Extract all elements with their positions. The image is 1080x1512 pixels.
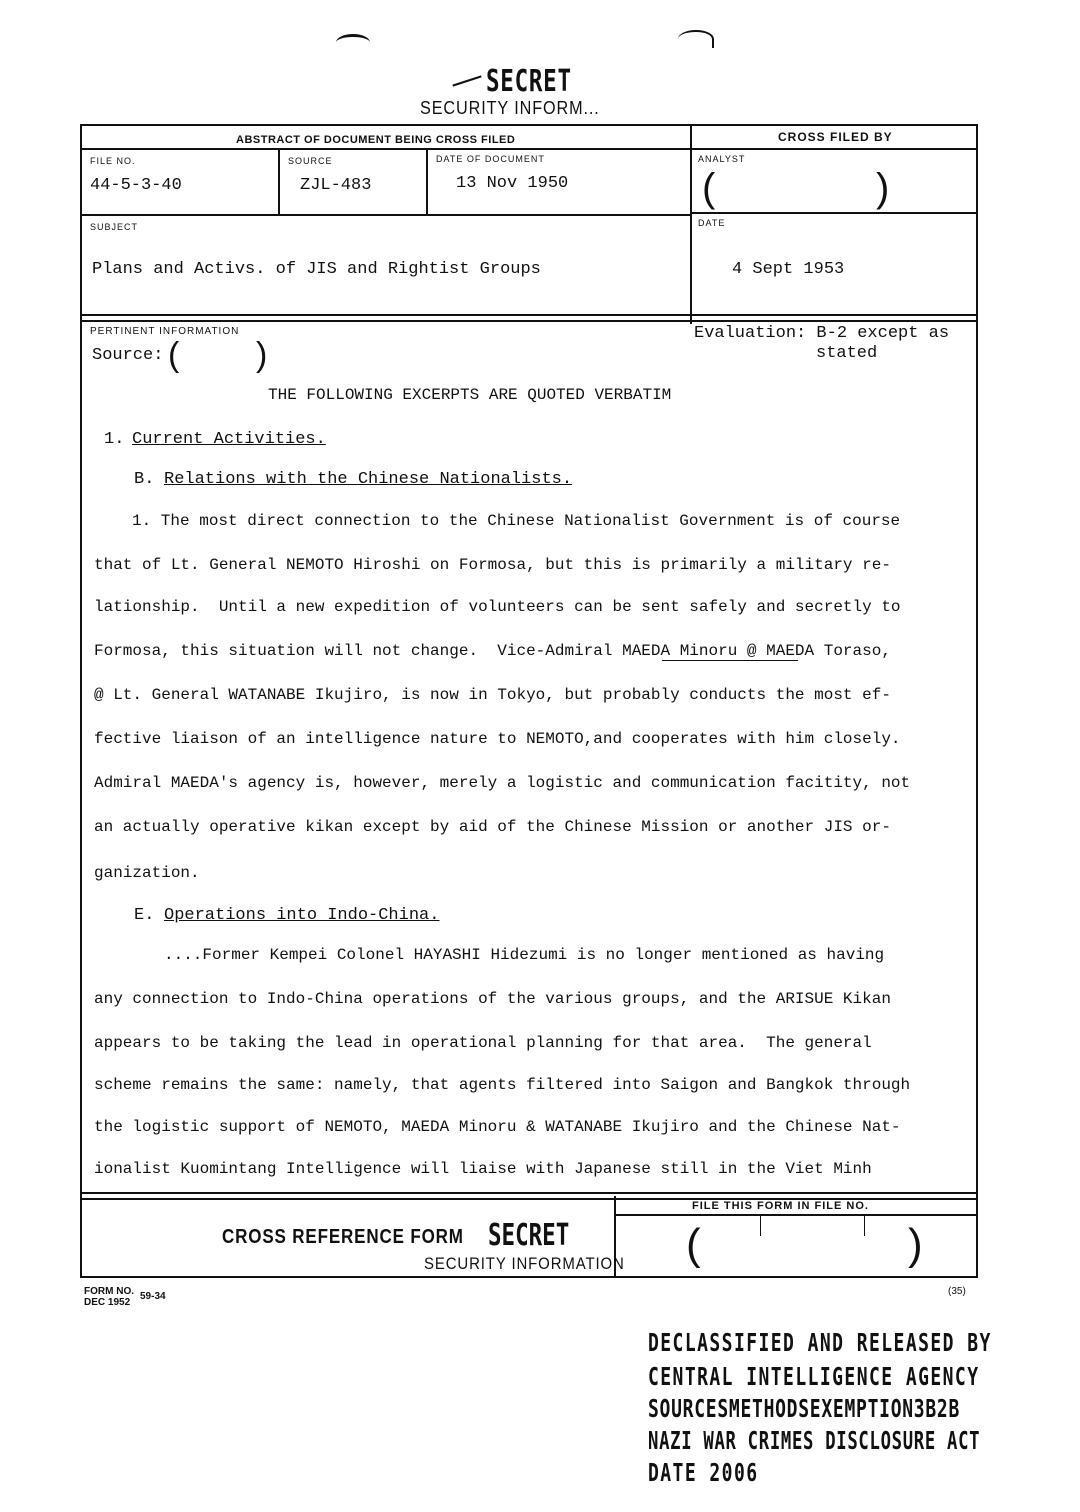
section-b-number: B.: [134, 470, 155, 489]
declassification-line: DECLASSIFIED AND RELEASED BY: [648, 1328, 992, 1357]
dash-mark: [452, 75, 481, 86]
handwritten-underline: [662, 660, 798, 661]
paragraph-1-line: 1. The most direct connection to the Chinese Nationalist Government is of course: [132, 512, 901, 530]
row-divider: [80, 214, 692, 216]
declassification-line: NAZI WAR CRIMES DISCLOSURE ACT: [648, 1426, 981, 1455]
date-label: DATE: [698, 218, 726, 228]
doc-date-value: 13 Nov 1950: [456, 174, 569, 193]
declassification-line: DATE 2006: [648, 1458, 759, 1487]
paragraph-2-line: scheme remains the same: namely, that agents filtered into Saigon and Bangkok through: [94, 1076, 911, 1094]
subject-divider-2: [80, 320, 976, 322]
analyst-bracket-left: (: [702, 166, 716, 210]
form-date-label: DEC 1952: [84, 1297, 131, 1308]
file-no-value: 44-5-3-40: [90, 176, 182, 195]
pertinent-label: PERTINENT INFORMATION: [90, 326, 240, 337]
source-label: SOURCE: [288, 156, 333, 166]
classification-stamp: SECRET: [486, 64, 572, 99]
evaluation-line-1: Evaluation: B-2 except as: [694, 324, 950, 343]
scan-mark: [678, 30, 714, 48]
doc-date-label: DATE OF DOCUMENT: [436, 154, 545, 164]
date-value: 4 Sept 1953: [732, 260, 845, 279]
file-this-form-label: FILE THIS FORM IN FILE NO.: [692, 1200, 869, 1212]
analyst-bracket-right: ): [876, 166, 890, 210]
source-bracket-right: ): [256, 336, 268, 374]
analyst-label: ANALYST: [698, 154, 746, 164]
file-no-label: FILE NO.: [90, 156, 136, 166]
paragraph-1-line: Formosa, this situation will not change. Vice-Admiral MAEDA Minoru @ MAEDA Toraso,: [94, 642, 891, 660]
source-divider: [426, 148, 428, 214]
paragraph-1-line: @ Lt. General WATANABE Ikujiro, is now in Tokyo, but probably conducts the most ef-: [94, 686, 891, 704]
section-b-title: Relations with the Chinese Nationalists.: [164, 470, 573, 489]
cross-reference-title: CROSS REFERENCE FORM: [222, 1226, 464, 1248]
paragraph-1-line: fective liaison of an intelligence nature to NEMOTO,and cooperates with him closely.: [94, 730, 901, 748]
paragraph-1-line: Admiral MAEDA's agency is, however, merely a logistic and communication facitity, not: [94, 774, 911, 792]
form-code: 59-34: [140, 1291, 166, 1302]
file-bracket-left: (: [686, 1220, 701, 1269]
row-divider-right: [690, 212, 976, 214]
paragraph-1-line: lationship. Until a new expedition of volunteers can be sent safely and secretly to: [94, 598, 901, 616]
paragraph-2-line: ....Former Kempei Colonel HAYASHI Hidezumi is no longer mentioned as having: [164, 946, 885, 964]
subject-divider: [80, 314, 976, 316]
subject-value: Plans and Activs. of JIS and Rightist Groups: [92, 260, 541, 279]
paragraph-2-line: ionalist Kuomintang Intelligence will liaise with Japanese still in the Viet Minh: [94, 1160, 872, 1178]
file-tick: [864, 1216, 865, 1236]
scan-mark: [336, 34, 370, 51]
file-bracket-right: ): [908, 1220, 923, 1269]
declassification-line: CENTRAL INTELLIGENCE AGENCY: [648, 1362, 980, 1391]
file-tick: [760, 1216, 761, 1236]
header-divider: [80, 148, 976, 150]
section-e-title: Operations into Indo-China.: [164, 906, 440, 925]
footer-classification-stamp: SECRET: [488, 1218, 570, 1253]
file-no-divider: [278, 148, 280, 214]
subject-label: SUBJECT: [90, 222, 139, 232]
paragraph-2-line: any connection to Indo-China operations of the various groups, and the ARISUE Kikan: [94, 990, 891, 1008]
evaluation-line-2: stated: [816, 344, 878, 363]
footer-divider: [80, 1192, 976, 1194]
source-value: ZJL-483: [300, 176, 372, 195]
form-number-label: FORM NO.: [84, 1286, 134, 1297]
declassification-line: SOURCESMETHODSEXEMPTION3B2B: [648, 1394, 961, 1423]
source-field-label: Source:: [92, 346, 164, 365]
section-1-title: Current Activities.: [132, 430, 326, 449]
paragraph-2-line: appears to be taking the lead in operational planning for that area. The general: [94, 1034, 872, 1052]
page-code: (35): [948, 1286, 966, 1297]
excerpts-heading: THE FOLLOWING EXCERPTS ARE QUOTED VERBATIM: [268, 386, 672, 404]
paragraph-2-line: the logistic support of NEMOTO, MAEDA Minoru & WATANABE Ikujiro and the Chinese Nat-: [94, 1118, 901, 1136]
section-e-number: E.: [134, 906, 155, 925]
abstract-title: ABSTRACT OF DOCUMENT BEING CROSS FILED: [236, 134, 516, 146]
security-information-stamp: SECURITY INFORM...: [420, 98, 600, 118]
source-bracket-left: (: [168, 336, 180, 374]
paragraph-1-line: that of Lt. General NEMOTO Hiroshi on Formosa, but this is primarily a military re-: [94, 556, 891, 574]
file-this-form-divider: [614, 1214, 976, 1216]
paragraph-1-line: ganization.: [94, 864, 200, 882]
paragraph-1-line: an actually operative kikan except by aid of the Chinese Mission or another JIS or-: [94, 818, 891, 836]
cross-filed-divider: [690, 124, 692, 324]
footer-security-information: SECURITY INFORMATION: [424, 1254, 625, 1273]
section-1-number: 1.: [104, 430, 125, 449]
cross-filed-by: CROSS FILED BY: [778, 130, 893, 144]
